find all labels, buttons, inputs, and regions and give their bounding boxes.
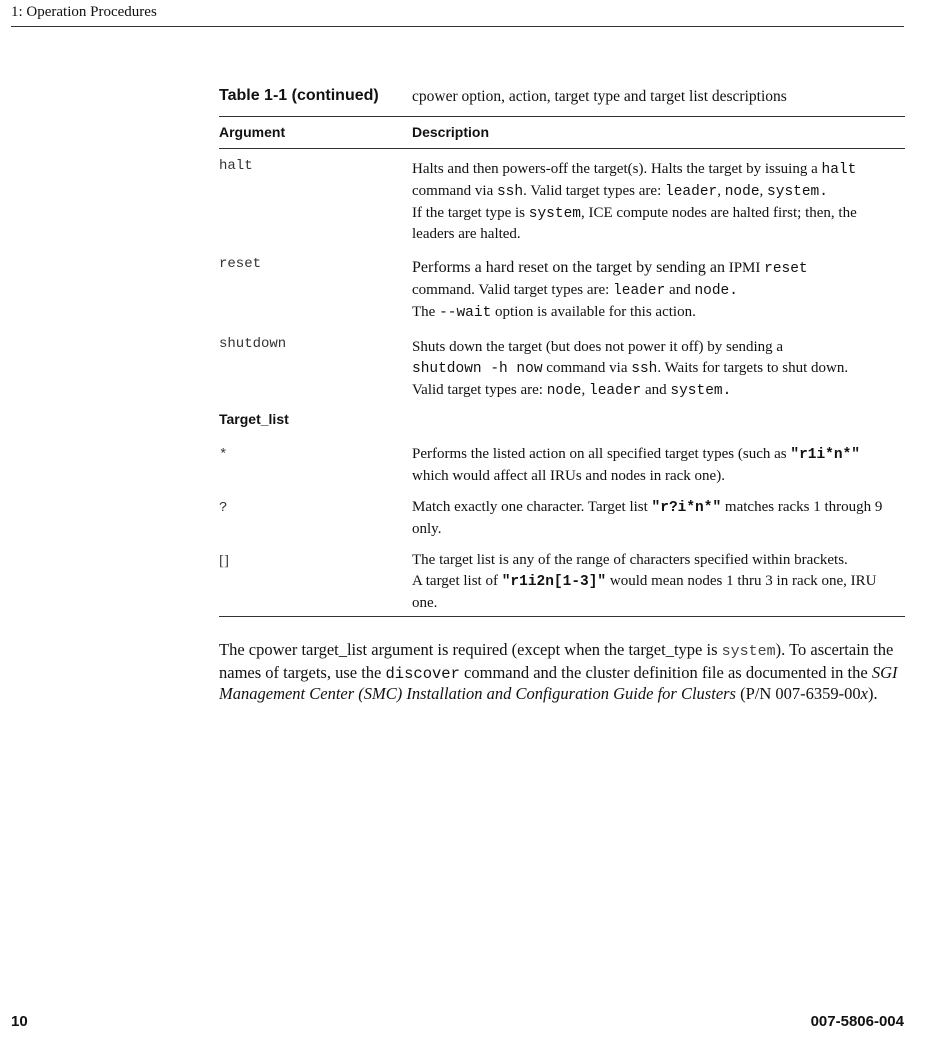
description-line [412, 571, 902, 614]
text-span: Valid target types are: [412, 381, 547, 398]
code-span: node [546, 382, 582, 399]
description-shutdown [412, 337, 902, 401]
column-header-argument: Argument [219, 124, 286, 140]
code-span: discover [385, 664, 460, 683]
text-span: ). To ascertain the names of targets, use the [219, 640, 894, 682]
text-span: The [412, 303, 440, 320]
text-span: matches racks 1 through 9 only. [412, 499, 883, 537]
description-line [412, 444, 902, 466]
table-header-rule [219, 148, 905, 149]
code-span: leader [589, 382, 642, 399]
description-line [412, 258, 902, 280]
table-caption [219, 87, 905, 109]
text-span: x [860, 684, 868, 704]
description-asterisk [412, 444, 902, 487]
code-span: "r?i*n*" [651, 500, 722, 516]
table-top-rule [219, 116, 905, 117]
table-bottom-rule [219, 616, 905, 617]
text-span: , [717, 182, 725, 199]
text-span: command. Valid target types are: [412, 281, 614, 298]
code-span: halt [821, 162, 857, 178]
text-span: , ICE compute nodes are halted first; then, the leaders are halted. [412, 204, 857, 243]
text-span: Shuts down the target (but does not power it off) by sending a [412, 339, 784, 355]
description-line [412, 550, 902, 571]
code-span: shutdown -h now [412, 360, 543, 377]
description-halt [412, 159, 902, 245]
text-span: option is available for this action. [491, 303, 696, 320]
description-line [412, 203, 902, 246]
text-span: command via [542, 359, 632, 376]
text-span: . Waits for targets to shut down. [657, 359, 849, 376]
target-list-label: Target_list [219, 411, 289, 427]
code-span: "r1i2n[1-3]" [501, 573, 607, 590]
code-span: system [528, 205, 581, 222]
argument-question: ? [219, 500, 228, 516]
description-line [412, 466, 902, 487]
text-span: Match exactly one character. Target list [412, 499, 652, 515]
argument-brackets: [] [219, 553, 229, 569]
text-span: and [641, 381, 671, 398]
page-number: 10 [11, 1013, 28, 1030]
text-span: ). [867, 684, 878, 704]
header-rule [11, 26, 904, 27]
text-span: (P/N 007-6359-00 [735, 684, 861, 704]
code-span: system [721, 643, 776, 660]
text-span: command and the cluster definition file as documented in the [459, 662, 872, 682]
table-caption-label: Table 1-1 (continued) [219, 87, 379, 104]
text-span: which would affect all IRUs and nodes in rack one). [412, 467, 725, 484]
text-span: and [665, 281, 695, 298]
book-title: SGI Management Center (SMC) Installation and Configuration Guide for Clusters [219, 662, 898, 704]
description-line [412, 358, 902, 380]
text-span: . Valid target types are: [523, 182, 666, 199]
code-span: --wait [439, 304, 492, 321]
code-span: "r1i*n*" [790, 447, 860, 463]
description-line [412, 280, 902, 302]
text-span: Performs the listed action on all specified target types (such as [412, 446, 791, 462]
text-span: , [581, 381, 589, 398]
description-line [412, 159, 902, 203]
description-line [412, 302, 902, 324]
text-span: A target list of [412, 572, 502, 589]
argument-asterisk: * [219, 447, 228, 463]
argument-reset: reset [219, 256, 262, 272]
code-span: reset [764, 261, 808, 277]
description-question [412, 497, 902, 540]
text-span: command via [412, 182, 497, 199]
code-span: node [724, 183, 760, 200]
description-line [412, 380, 902, 402]
body-paragraph [219, 640, 905, 705]
column-header-description: Description [412, 124, 490, 140]
code-span: leader [665, 183, 718, 200]
text-span: would mean nodes 1 thru 3 in rack one, IRU one. [412, 572, 877, 611]
running-header: 1: Operation Procedures [11, 4, 157, 20]
description-brackets [412, 550, 902, 613]
text-span: Performs a hard reset on the target by sending an [412, 259, 725, 276]
text-span: The target list is any of the range of characters specified within brackets. [412, 552, 848, 568]
code-span: node. [694, 282, 738, 299]
description-line [412, 337, 902, 358]
argument-halt: halt [219, 158, 253, 174]
description-line [412, 497, 902, 540]
document-number: 007-5806-004 [810, 1013, 904, 1030]
description-reset [412, 258, 902, 323]
code-span: ssh [496, 183, 524, 200]
code-span: system. [767, 183, 828, 200]
table-caption-title: cpower option, action, target type and target list descriptions [412, 88, 787, 105]
code-span: ssh [631, 360, 658, 377]
text-span: Halts and then powers-off the target(s). Halts the target by issuing a [412, 161, 822, 177]
text-span: IPMI [724, 260, 765, 276]
text-span: , [759, 182, 768, 199]
argument-shutdown: shutdown [219, 336, 287, 352]
code-span: leader [613, 282, 666, 299]
text-span: If the target type is [412, 204, 529, 221]
text-span: The cpower target_list argument is required (except when the target_type is [219, 640, 722, 659]
code-span: system. [670, 382, 732, 399]
